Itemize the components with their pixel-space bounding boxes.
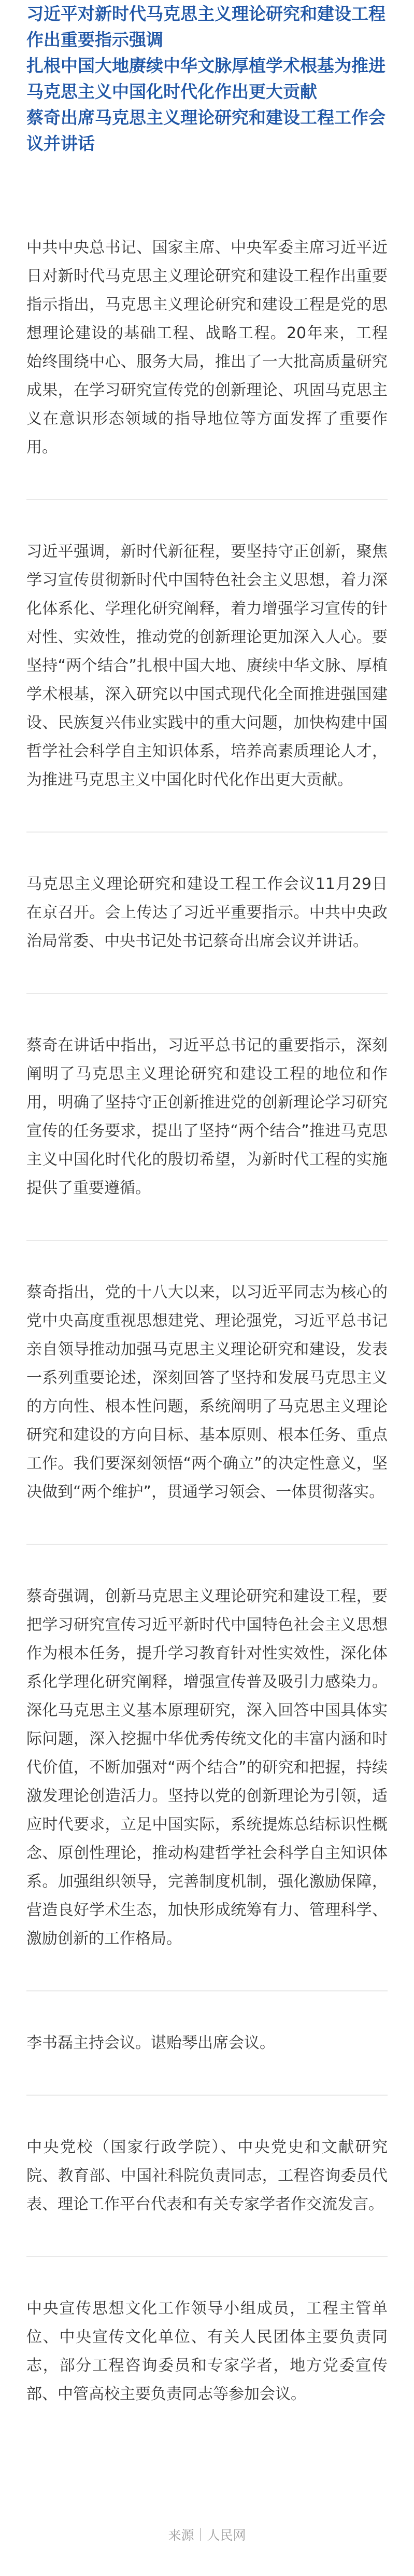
paragraph-divider xyxy=(26,1240,388,1241)
paragraph-divider xyxy=(26,832,388,833)
headline-primary: 习近平对新时代马克思主义理论研究和建设工程作出重要指示强调 xyxy=(26,4,386,50)
paragraph-divider xyxy=(26,1544,388,1545)
paragraph-divider xyxy=(26,499,388,500)
headline-block xyxy=(26,0,388,157)
source-footer: 来源｜人民网 xyxy=(168,2528,246,2543)
paragraph-divider xyxy=(26,993,388,994)
paragraph-emphasis: 习近平强调，新时代新征程，要坚持守正创新，聚焦学习宣传贯彻新时代中国特色社会主义思想，着力深化体系化、学理化研究阐释，着力增强学习宣传的针对性、实效性，推动党的创新理论更加深入人心。要坚持“两个结合”扎根中国大地、赓续中华文脉、厚植学术根基，深入研究以中国式现代化全面推进强国建设、民族复兴伟业实践中的重大问题，加快构建中国哲学社会科学自主知识体系，培养高素质理论人才，为推进马克思主义中国化时代化作出更大贡献。 xyxy=(26,543,388,789)
paragraph-attendees: 中央宣传思想文化工作领导小组成员，工程主管单位、中央宣传文化单位、有关人民团体主要负责同志，部分工程咨询委员和专家学者，地方党委宣传部、中管高校主要负责同志等参加会议。 xyxy=(26,2300,388,2403)
paragraph-divider xyxy=(26,2256,388,2257)
paragraph-intro: 中共中央总书记、国家主席、中央军委主席习近平近日对新时代马克思主义理论研究和建设工程作出重要指示指出，马克思主义理论研究和建设工程是党的思想理论建设的基础工程、战略工程。20年来，工程始终围绕中心、服务大局，推出了一大批高质量研究成果，在学习研究宣传党的创新理论、巩固马克思主义在意识形态领域的指导地位等方面发挥了重要作用。 xyxy=(26,239,388,456)
paragraph-divider xyxy=(26,2095,388,2096)
paragraph-divider xyxy=(26,1990,388,1991)
headline-tertiary: 蔡奇出席马克思主义理论研究和建设工程工作会议并讲话 xyxy=(26,107,386,154)
paragraph-background: 蔡奇指出，党的十八大以来，以习近平同志为核心的党中央高度重视思想建党、理论强党，习近平总书记亲自领导推动加强马克思主义理论研究和建设，发表一系列重要论述，深刻回答了坚持和发展马克思主义的方向性、根本性问题，系统阐明了马克思主义理论研究和建设的方向目标、基本原则、根本任务、重点工作。我们要深刻领悟“两个确立”的决定性意义，坚决做到“两个维护”，贯通学习领会、一体贯彻落实。 xyxy=(26,1283,388,1501)
paragraph-speech: 蔡奇在讲话中指出，习近平总书记的重要指示，深刻阐明了马克思主义理论研究和建设工程的地位和作用，明确了坚持守正创新推进党的创新理论学习研究宣传的任务要求，提出了坚持“两个结合”推进马克思主义中国化时代化的殷切希望，为新时代工程的实施提供了重要遵循。 xyxy=(26,1036,388,1197)
paragraph-meeting: 马克思主义理论研究和建设工程工作会议11月29日在京召开。会上传达了习近平重要指示。中共中央政治局常委、中央书记处书记蔡奇出席会议并讲话。 xyxy=(26,875,388,950)
paragraph-chair: 李书磊主持会议。谌贻琴出席会议。 xyxy=(26,2034,275,2052)
paragraph-speakers: 中央党校（国家行政学院）、中央党史和文献研究院、教育部、中国社科院负责同志，工程咨询委员代表、理论工作平台代表和有关专家学者作交流发言。 xyxy=(26,2138,388,2213)
paragraph-requirements: 蔡奇强调，创新马克思主义理论研究和建设工程，要把学习研究宣传习近平新时代中国特色社会主义思想作为根本任务，提升学习教育针对性实效性，深化体系化学理化研究阐释，增强宣传普及吸引力感染力。深化马克思主义基本原理研究，深入回答中国具体实际问题，深入挖掘中华优秀传统文化的丰富内涵和时代价值，不断加强对“两个结合”的研究和把握，持续激发理论创造活力。坚持以党的创新理论为引领，适应时代要求，立足中国实际，系统提炼总结标识性概念、原创性理论，推动构建哲学社会科学自主知识体系。加强组织领导，完善制度机制，强化激励保障，营造良好学术生态，加快形成统筹有力、管理科学、激励创新的工作格局。 xyxy=(26,1587,388,1948)
article-body xyxy=(26,233,388,2408)
headline-secondary: 扎根中国大地赓续中华文脉厚植学术根基为推进马克思主义中国化时代化作出更大贡献 xyxy=(26,56,386,102)
